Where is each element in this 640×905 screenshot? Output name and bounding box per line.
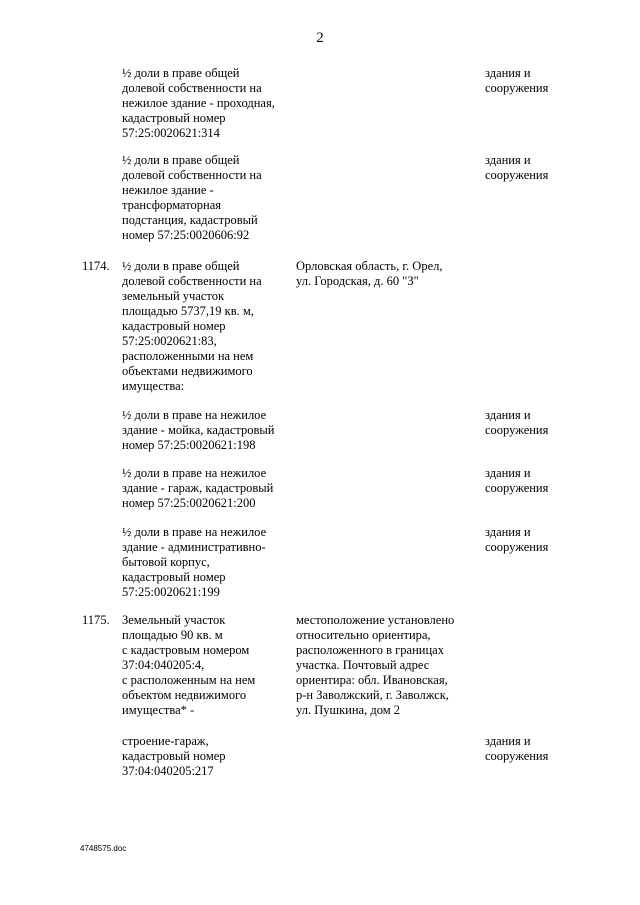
object-type-line: здания и [485, 525, 531, 539]
object-description-line: нежилое здание - проходная, [122, 96, 275, 110]
object-description-line: с кадастровым номером [122, 643, 250, 657]
object-description-line: подстанция, кадастровый [122, 213, 258, 227]
object-type [485, 734, 615, 764]
object-description [122, 66, 292, 141]
object-description-line: номер 57:25:0020621:198 [122, 438, 256, 452]
object-description-line: земельный участок [122, 289, 225, 303]
object-type [485, 466, 615, 496]
object-description [122, 466, 292, 511]
object-description-line: номер 57:25:0020606:92 [122, 228, 250, 242]
object-type-line: сооружения [485, 81, 549, 95]
object-description-line: площадью 90 кв. м [122, 628, 223, 642]
object-type-line: сооружения [485, 168, 549, 182]
object-description [122, 153, 292, 243]
object-type-line: сооружения [485, 749, 549, 763]
object-description-line: ½ доли в праве общей [122, 153, 240, 167]
object-description-line: строение-гараж, [122, 734, 209, 748]
object-description-line: 37:04:040205:217 [122, 764, 214, 778]
object-description-line: долевой собственности на [122, 274, 262, 288]
object-description-line: бытовой корпус, [122, 555, 210, 569]
object-address [296, 259, 466, 289]
document-filename: 4748575.doc [80, 844, 127, 853]
object-address-line: ул. Пушкина, дом 2 [296, 703, 400, 717]
object-address-line: относительно ориентира, [296, 628, 431, 642]
object-type-line: здания и [485, 734, 531, 748]
object-description-line: ½ доли в праве общей [122, 259, 240, 273]
page-number: 2 [316, 30, 324, 46]
object-description-line: объектом недвижимого [122, 688, 247, 702]
object-description-line: 57:25:0020621:314 [122, 126, 220, 140]
object-type-line: сооружения [485, 423, 549, 437]
object-description-line: нежилое здание - [122, 183, 214, 197]
row-number: 1175. [82, 613, 110, 627]
object-description-line: ½ доли в праве общей [122, 66, 240, 80]
object-description-line: долевой собственности на [122, 168, 262, 182]
object-description [122, 259, 292, 394]
object-description-line: кадастровый номер [122, 319, 226, 333]
object-address-line: расположенного в границах [296, 643, 444, 657]
object-description-line: с расположенным на нем [122, 673, 256, 687]
object-type [485, 525, 615, 555]
object-description-line: ½ доли в праве на нежилое [122, 408, 267, 422]
object-type [485, 408, 615, 438]
object-description-line: объектами недвижимого [122, 364, 253, 378]
object-description-line: здание - административно- [122, 540, 266, 554]
object-type-line: сооружения [485, 540, 549, 554]
object-address-line: р-н Заволжский, г. Заволжск, [296, 688, 449, 702]
object-description-line: 57:25:0020621:83, [122, 334, 217, 348]
object-type [485, 153, 615, 183]
object-type-line: сооружения [485, 481, 549, 495]
object-description-line: имущества: [122, 379, 185, 393]
object-address-line: ориентира: обл. Ивановская, [296, 673, 448, 687]
object-description-line: ½ доли в праве на нежилое [122, 466, 267, 480]
object-description [122, 734, 292, 779]
object-description-line: площадью 5737,19 кв. м, [122, 304, 254, 318]
object-description-line: номер 57:25:0020621:200 [122, 496, 256, 510]
object-description-line: кадастровый номер [122, 111, 226, 125]
object-description-line: 57:25:0020621:199 [122, 585, 220, 599]
object-description-line: ½ доли в праве на нежилое [122, 525, 267, 539]
row-number: 1174. [82, 259, 110, 273]
object-address-line: ул. Городская, д. 60 "З" [296, 274, 419, 288]
object-description-line: здание - гараж, кадастровый [122, 481, 274, 495]
object-description-line: кадастровый номер [122, 570, 226, 584]
object-description-line: расположенными на нем [122, 349, 254, 363]
object-description-line: здание - мойка, кадастровый [122, 423, 275, 437]
object-address [296, 613, 466, 718]
object-type-line: здания и [485, 408, 531, 422]
object-description-line: 37:04:040205:4, [122, 658, 205, 672]
object-address-line: местоположение установлено [296, 613, 455, 627]
object-address-line: Орловская область, г. Орел, [296, 259, 443, 273]
object-description [122, 525, 292, 600]
object-type [485, 66, 615, 96]
object-description [122, 613, 292, 718]
object-type-line: здания и [485, 153, 531, 167]
object-type-line: здания и [485, 66, 531, 80]
object-description-line: трансформаторная [122, 198, 222, 212]
object-description-line: кадастровый номер [122, 749, 226, 763]
object-description-line: имущества* - [122, 703, 195, 717]
object-description-line: Земельный участок [122, 613, 226, 627]
object-description-line: долевой собственности на [122, 81, 262, 95]
object-type-line: здания и [485, 466, 531, 480]
object-description [122, 408, 292, 453]
object-address-line: участка. Почтовый адрес [296, 658, 430, 672]
